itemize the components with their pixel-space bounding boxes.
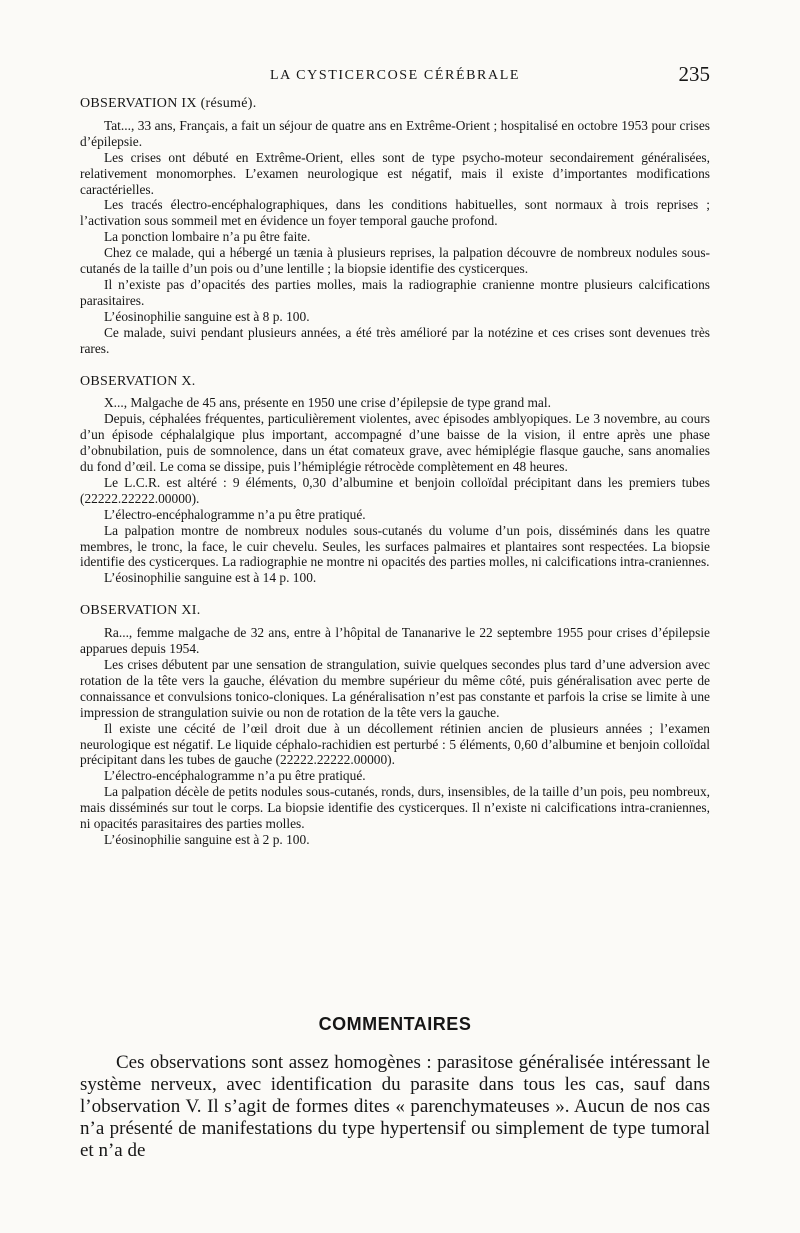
paragraph: L’électro-encéphalogramme n’a pu être pratiqué. <box>104 506 366 522</box>
paragraph: Les crises débutent par une sensation de strangulation, suivie quelques secondes plus tard d’une adversion avec rotation de la tête vers la gauche, élévation du membre supérieur du même côté, puis généralisation avec perte de connaissance et convulsions tonico-cloniques. La généralisation n’est pas constante et parfois la crise se limite à une impression de strangulation suivie ou non de rotation de la tête vers la gauche. <box>80 657 710 720</box>
paragraph: Chez ce malade, qui a hébergé un tænia à plusieurs reprises, la palpation découvre de nombreux nodules sous-cutanés de la taille d’un pois ou d’une lentille ; la biopsie identifie des cysticerques. <box>80 245 710 277</box>
paragraph: Les tracés électro-encéphalographiques, dans les conditions habituelles, sont normaux à trois reprises ; l’activation sous sommeil met en évidence un foyer temporal gauche profond. <box>80 197 710 229</box>
paragraph: Ces observations sont assez homogènes : parasitose généralisée intéressant le système nerveux, avec identification du parasite dans tous les cas, sauf dans l’observation V. Il s’agit de formes dites « parenchymateuses ». Aucun de nos cas n’a présenté de manifestations du type hypertensif ou simplement de type tumoral et n’a de <box>80 1052 710 1161</box>
paragraph: La ponction lombaire n’a pu être faite. <box>104 229 311 245</box>
paragraph: Ra..., femme malgache de 32 ans, entre à l’hôpital de Tananarive le 22 septembre 1955 pour crises d’épilepsie apparues depuis 1954. <box>80 625 710 657</box>
running-title: LA CYSTICERCOSE CÉRÉBRALE <box>269 68 521 83</box>
paragraph: Il existe une cécité de l’œil droit due à un décollement rétinien ancien de plusieurs années ; l’examen neurologique est négatif. Le liquide céphalo-rachidien est perturbé : 5 éléments, 0,60 d’albumine et benjoin colloïdal précipitant dans les tubes de gauche (22222.22222.00000). <box>80 720 710 768</box>
paragraph: La palpation montre de nombreux nodules sous-cutanés du volume d’un pois, disséminés dans les quatre membres, le tronc, la face, le cuir chevelu. Seules, les surfaces palmaires et plantaires sont respectées. La biopsie identifie des cysticerques. La radiographie ne montre ni opacités des parties molles, ni calcifications intra-craniennes. <box>80 522 710 570</box>
paragraph: L’électro-encéphalogramme n’a pu être pratiqué. <box>104 768 366 784</box>
observation-ix <box>80 96 710 357</box>
paragraph: Les crises ont débuté en Extrême-Orient, elles sont de type psycho-moteur secondairement généralisées, relativement monomorphes. L’examen neurologique est négatif, mais il existe d’importantes modifications caractérielles. <box>80 149 710 197</box>
paragraph: X..., Malgache de 45 ans, présente en 1950 une crise d’épilepsie de type grand mal. <box>104 395 551 411</box>
paragraph: Ce malade, suivi pendant plusieurs années, a été très amélioré par la notézine et ces crises sont devenues très rares. <box>80 324 710 356</box>
paragraph: L’éosinophilie sanguine est à 2 p. 100. <box>104 831 310 847</box>
observation-x <box>80 374 710 587</box>
observations-body <box>80 96 710 865</box>
paragraph: Depuis, céphalées fréquentes, particulièrement violentes, avec épisodes amblyopiques. Le 3 novembre, au cours d’un épisode céphalalgique plus important, accompagné d’une baisse de la vision, il entre après une phase d’obnubilation, puis de somnolence, dans un état comateux grave, avec hémiplégie flasque gauche, sans anomalies du fond d’œil. Le coma se dissipe, puis l’hémiplégie rétrocède complètement en 48 heures. <box>80 411 710 475</box>
observation-heading: OBSERVATION XI. <box>80 603 201 619</box>
paragraph: La palpation décèle de petits nodules sous-cutanés, ronds, durs, insensibles, de la taille d’un pois, peu nombreux, mais disséminés sur tout le corps. La biopsie identifie des cysticerques. Il n’existe ni calcifications intra-craniennes, ni opacités parasitaires des parties molles. <box>80 784 710 832</box>
paragraph: L’éosinophilie sanguine est à 14 p. 100. <box>104 570 317 586</box>
paragraph: L’éosinophilie sanguine est à 8 p. 100. <box>104 308 310 324</box>
observation-heading: OBSERVATION X. <box>80 373 196 389</box>
commentaires-body <box>80 1052 710 1162</box>
commentaires-heading: COMMENTAIRES <box>318 1014 472 1034</box>
observation-heading: OBSERVATION IX (résumé). <box>80 96 257 111</box>
paragraph: Le L.C.R. est altéré : 9 éléments, 0,30 d’albumine et benjoin colloïdal précipitant dans les premiers tubes (22222.22222.00000). <box>80 474 710 506</box>
paragraph: Tat..., 33 ans, Français, a fait un séjour de quatre ans en Extrême-Orient ; hospitalisé en octobre 1953 pour crises d’épilepsie. <box>80 117 710 149</box>
running-head <box>80 62 710 88</box>
page-number: 235 <box>678 62 710 86</box>
observation-xi <box>80 603 710 848</box>
paragraph: Il n’existe pas d’opacités des parties molles, mais la radiographie cranienne montre plusieurs calcifications parasitaires. <box>80 276 710 308</box>
